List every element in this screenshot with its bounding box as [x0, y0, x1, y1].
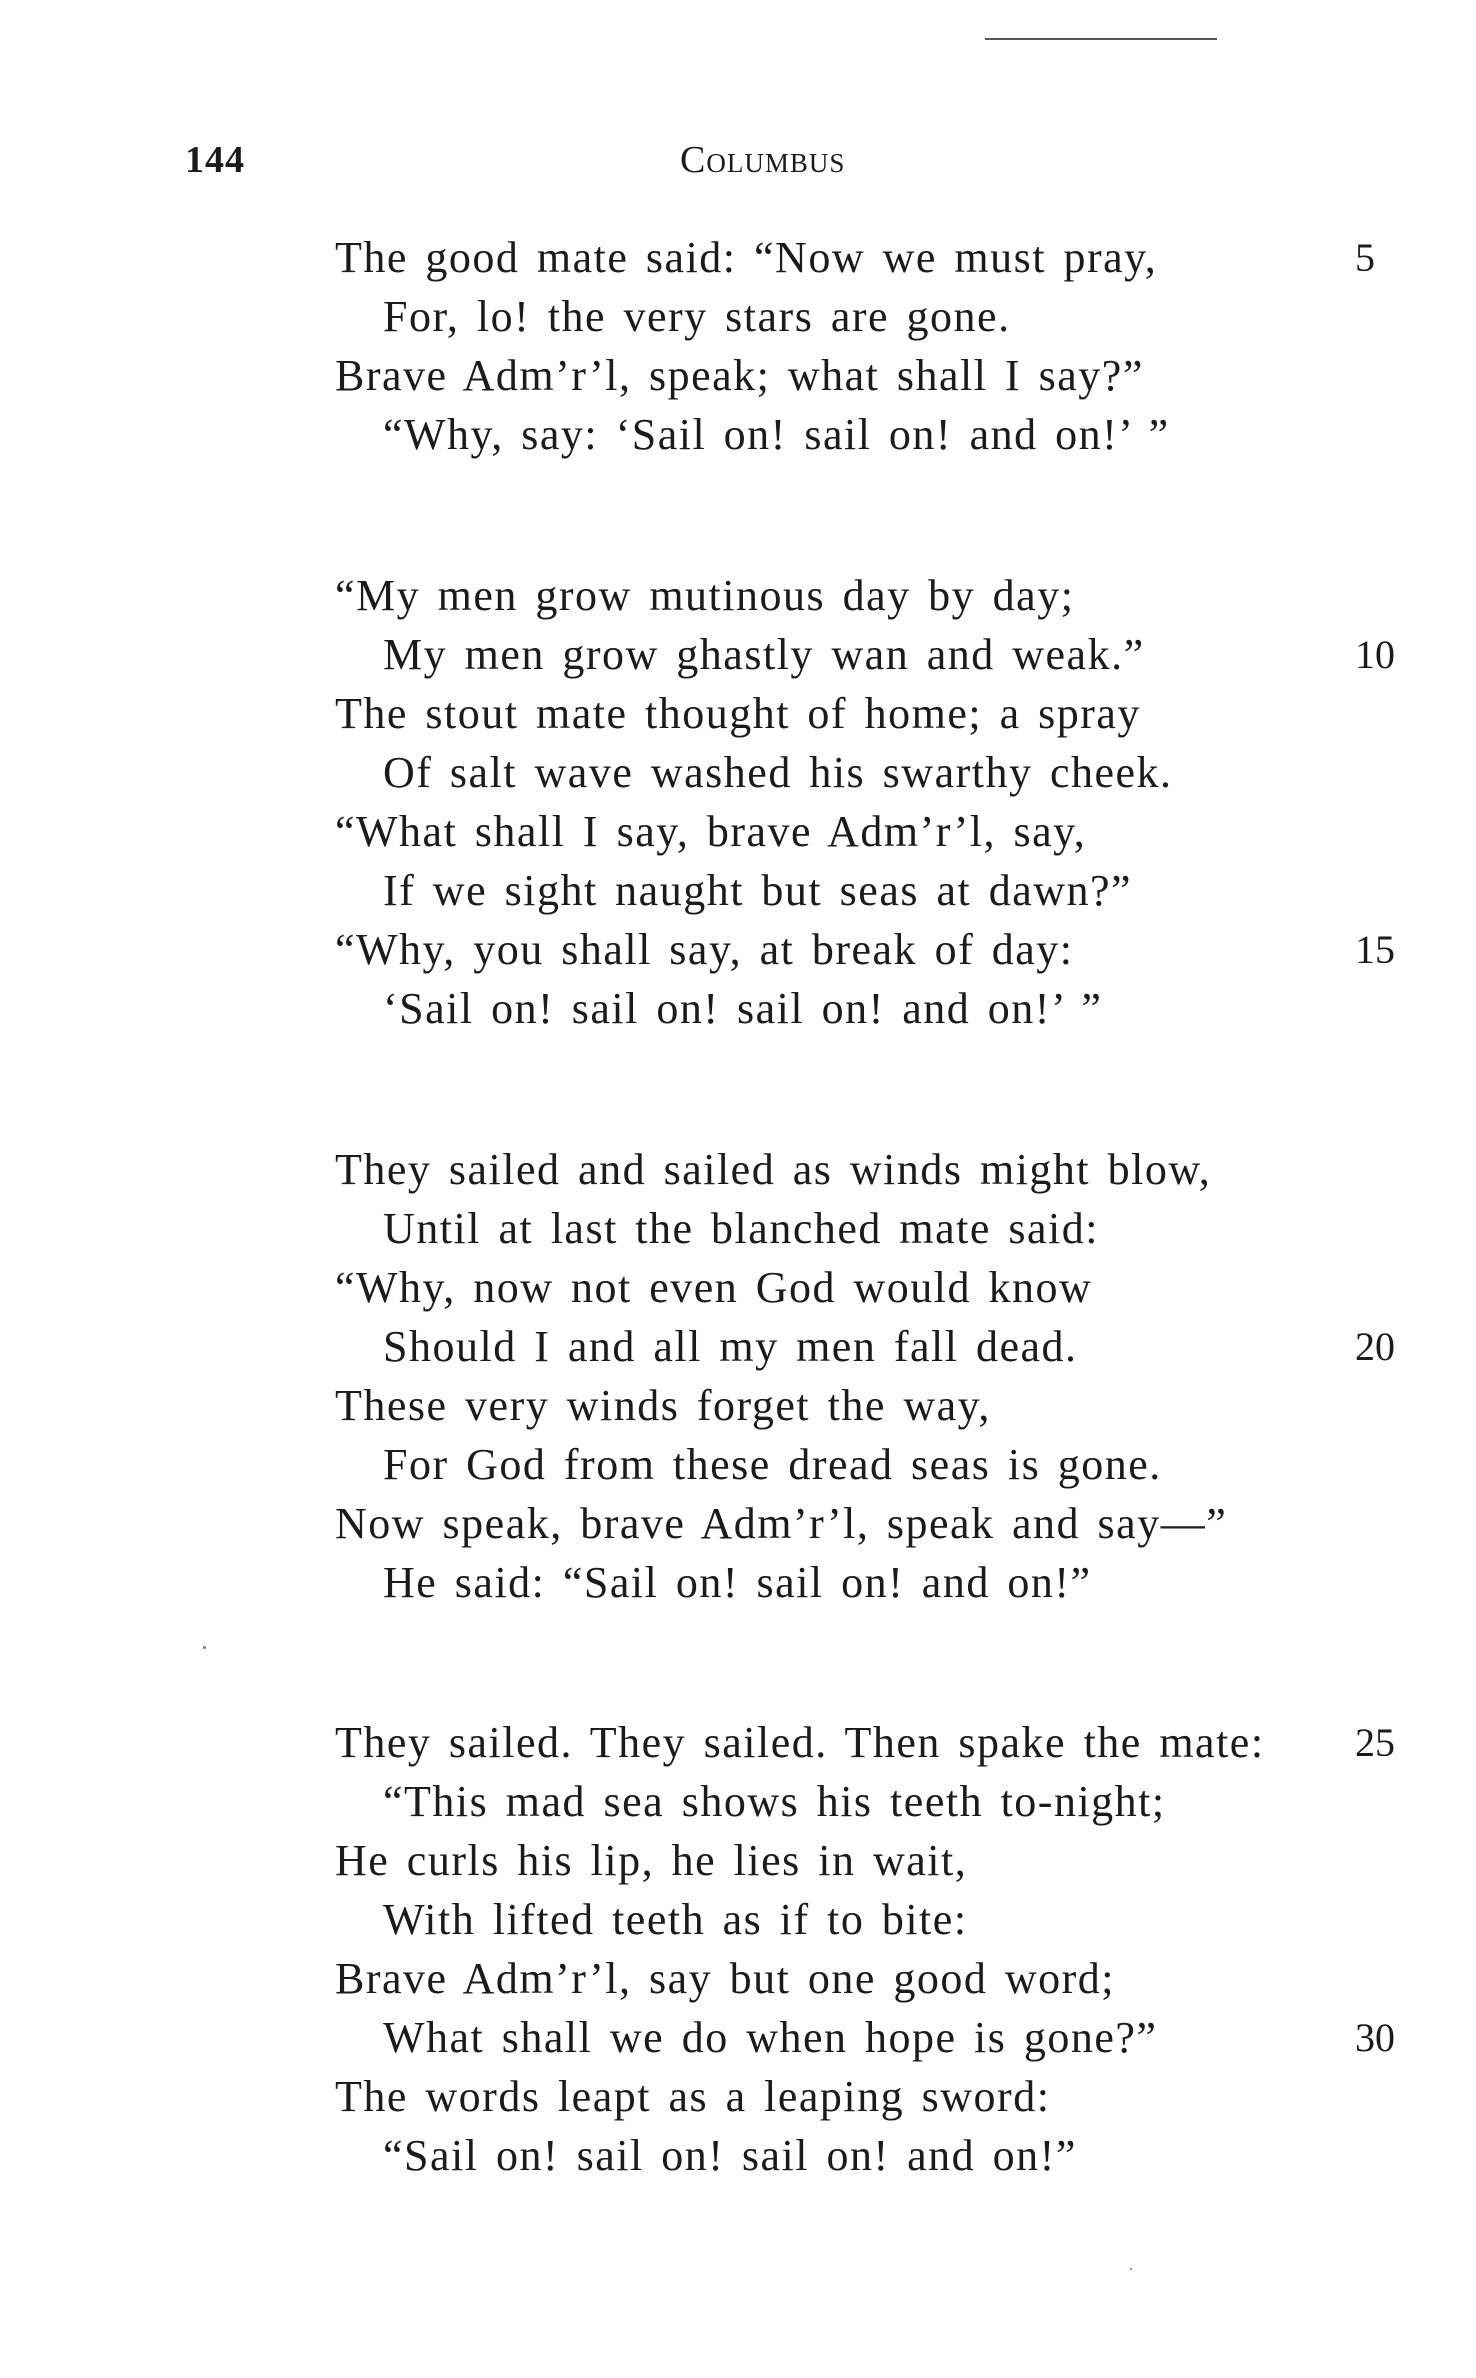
poem-line [335, 979, 1395, 1038]
poem-line [335, 287, 1395, 346]
poem-line [335, 1140, 1395, 1199]
line-text: Of salt wave washed his swarthy cheek. [383, 748, 1173, 797]
poem-line [335, 1494, 1395, 1553]
poem-line [335, 1435, 1395, 1494]
poem-line [335, 2067, 1395, 2126]
poem-line [335, 861, 1395, 920]
poem-line [335, 1772, 1395, 1831]
line-text: ‘Sail on! sail on! sail on! and on!’ ” [383, 984, 1103, 1033]
line-text: Brave Adm’r’l, speak; what shall I say?” [335, 351, 1144, 400]
line-text: What shall we do when hope is gone?” [383, 2013, 1158, 2062]
line-text: “Why, say: ‘Sail on! sail on! and on!’ ” [383, 410, 1170, 459]
poem-line [335, 405, 1395, 464]
poem-line [335, 1890, 1395, 1949]
scan-speck [1130, 2268, 1132, 2270]
stanza [335, 1713, 1395, 2185]
poem-line [335, 802, 1395, 861]
line-text: For God from these dread seas is gone. [383, 1440, 1162, 1489]
line-number: 30 [1355, 2015, 1395, 2060]
line-text: The stout mate thought of home; a spray [335, 689, 1141, 738]
line-text: “Sail on! sail on! sail on! and on!” [383, 2131, 1077, 2180]
line-text: Until at last the blanched mate said: [383, 1204, 1099, 1253]
line-text: If we sight naught but seas at dawn?” [383, 866, 1133, 915]
poem-line [335, 1713, 1395, 1772]
line-text: “What shall I say, brave Adm’r’l, say, [335, 807, 1087, 856]
poem-line [335, 684, 1395, 743]
running-head: Columbus [680, 139, 846, 181]
line-text: For, lo! the very stars are gone. [383, 292, 1011, 341]
poem-line [335, 1553, 1395, 1612]
poem-line [335, 743, 1395, 802]
page-number: 144 [185, 139, 245, 181]
line-text: With lifted teeth as if to bite: [383, 1895, 968, 1944]
poem-line [335, 1949, 1395, 2008]
stanza [335, 566, 1395, 1038]
poem-line [335, 1317, 1395, 1376]
stanza [335, 228, 1395, 464]
poem-line [335, 625, 1395, 684]
line-number: 15 [1355, 927, 1395, 972]
line-number: 20 [1355, 1324, 1395, 1369]
line-text: They sailed. They sailed. Then spake the mate: [335, 1718, 1265, 1767]
line-text: He said: “Sail on! sail on! and on!” [383, 1558, 1092, 1607]
line-text: “Why, now not even God would know [335, 1263, 1093, 1312]
scan-speck [203, 1646, 206, 1649]
line-number: 10 [1355, 632, 1395, 677]
poem-line [335, 2126, 1395, 2185]
line-text: “This mad sea shows his teeth to-night; [383, 1777, 1166, 1826]
line-text: The good mate said: “Now we must pray, [335, 233, 1158, 282]
line-text: Brave Adm’r’l, say but one good word; [335, 1954, 1116, 2003]
poem-line [335, 920, 1395, 979]
line-text: “My men grow mutinous day by day; [335, 571, 1075, 620]
line-text: He curls his lip, he lies in wait, [335, 1836, 968, 1885]
line-text: They sailed and sailed as winds might blow, [335, 1145, 1212, 1194]
line-text: Should I and all my men fall dead. [383, 1322, 1078, 1371]
poem-line [335, 1376, 1395, 1435]
poem-line [335, 2008, 1395, 2067]
top-rule [985, 38, 1217, 40]
line-text: These very winds forget the way, [335, 1381, 991, 1430]
line-text: My men grow ghastly wan and weak.” [383, 630, 1145, 679]
poem-line [335, 1199, 1395, 1258]
line-number: 25 [1355, 1720, 1395, 1765]
poem-line [335, 346, 1395, 405]
poem-line [335, 1258, 1395, 1317]
poem-line [335, 228, 1395, 287]
line-text: “Why, you shall say, at break of day: [335, 925, 1074, 974]
poem-line [335, 566, 1395, 625]
line-text: The words leapt as a leaping sword: [335, 2072, 1051, 2121]
poem-line [335, 1831, 1395, 1890]
line-number: 5 [1355, 235, 1375, 280]
stanza [335, 1140, 1395, 1612]
line-text: Now speak, brave Adm’r’l, speak and say—” [335, 1499, 1228, 1548]
